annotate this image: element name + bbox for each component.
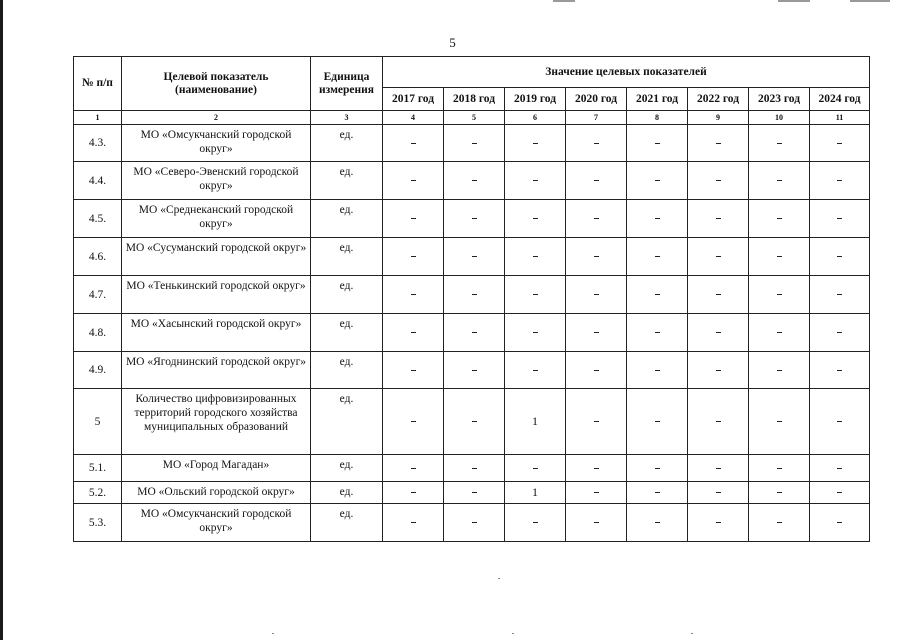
dash-mark	[411, 294, 416, 295]
dash-mark	[533, 294, 538, 295]
dash-mark	[411, 492, 416, 493]
dash-mark	[777, 218, 782, 219]
dash-mark	[533, 332, 538, 333]
indicator-name: МО «Омсукчанский городской округ»	[122, 125, 311, 162]
value-cell	[627, 455, 688, 482]
dash-mark	[655, 492, 660, 493]
scan-top-mark	[778, 0, 810, 2]
dash-mark	[716, 294, 721, 295]
dash-mark	[472, 492, 477, 493]
dash-mark	[472, 468, 477, 469]
value-cell	[444, 482, 505, 504]
header-year: 2017 год	[383, 88, 444, 111]
dash-mark	[472, 294, 477, 295]
dash-mark	[472, 180, 477, 181]
dash-mark	[533, 522, 538, 523]
column-number: 9	[688, 111, 749, 125]
value-cell	[444, 200, 505, 238]
table-row	[74, 482, 870, 504]
scan-speck	[512, 633, 514, 634]
value-cell	[688, 482, 749, 504]
table-body	[74, 111, 870, 542]
dash-mark	[837, 143, 842, 144]
value-cell	[505, 200, 566, 238]
value-cell	[688, 314, 749, 352]
header-year: 2024 год	[810, 88, 870, 111]
table-row	[74, 504, 870, 542]
value-cell	[383, 314, 444, 352]
dash-mark	[716, 256, 721, 257]
value-cell	[810, 238, 870, 276]
dash-mark	[837, 180, 842, 181]
value-cell	[627, 200, 688, 238]
dash-mark	[594, 332, 599, 333]
dash-mark	[594, 370, 599, 371]
table-row	[74, 455, 870, 482]
table-row	[74, 389, 870, 455]
value-cell	[810, 482, 870, 504]
value-cell	[383, 200, 444, 238]
dash-mark	[716, 332, 721, 333]
value-cell	[627, 314, 688, 352]
dash-mark	[655, 522, 660, 523]
column-numbers-row	[74, 111, 870, 125]
value-cell	[810, 504, 870, 542]
header-year: 2018 год	[444, 88, 505, 111]
value-cell	[505, 314, 566, 352]
value-cell	[810, 455, 870, 482]
header-year: 2021 год	[627, 88, 688, 111]
value-cell	[444, 238, 505, 276]
dash-mark	[655, 143, 660, 144]
row-number: 5	[74, 389, 122, 455]
column-number: 6	[505, 111, 566, 125]
dash-mark	[594, 468, 599, 469]
dash-mark	[472, 218, 477, 219]
row-number: 4.6.	[74, 238, 122, 276]
dash-mark	[411, 468, 416, 469]
dash-mark	[594, 492, 599, 493]
column-number: 3	[311, 111, 383, 125]
row-number: 4.7.	[74, 276, 122, 314]
dash-mark	[472, 143, 477, 144]
dash-mark	[472, 421, 477, 422]
value-cell	[566, 482, 627, 504]
indicator-unit: ед.	[311, 276, 383, 314]
scan-speck	[272, 633, 274, 634]
dash-mark	[411, 180, 416, 181]
dash-mark	[837, 256, 842, 257]
dash-mark	[837, 370, 842, 371]
dash-mark	[716, 143, 721, 144]
row-number: 4.5.	[74, 200, 122, 238]
indicators-table	[73, 56, 870, 542]
value-cell	[505, 125, 566, 162]
indicator-unit: ед.	[311, 352, 383, 389]
scan-left-edge	[0, 0, 3, 640]
dash-mark	[716, 421, 721, 422]
table-row	[74, 276, 870, 314]
dash-mark	[594, 256, 599, 257]
value-cell	[383, 482, 444, 504]
value-cell	[810, 200, 870, 238]
value-cell	[383, 276, 444, 314]
dash-mark	[837, 218, 842, 219]
value-cell	[444, 276, 505, 314]
row-number: 4.9.	[74, 352, 122, 389]
dash-mark	[533, 256, 538, 257]
dash-mark	[594, 294, 599, 295]
indicator-name: МО «Хасынский городской округ»	[122, 314, 311, 352]
value-cell	[688, 200, 749, 238]
dash-mark	[655, 218, 660, 219]
dash-mark	[594, 180, 599, 181]
value-cell	[505, 504, 566, 542]
dash-mark	[777, 492, 782, 493]
scan-speck	[691, 633, 693, 634]
value-cell	[627, 238, 688, 276]
value-cell	[749, 276, 810, 314]
indicator-name: МО «Сусуманский городской округ»	[122, 238, 311, 276]
page-number: 5	[449, 35, 456, 50]
dash-mark	[716, 218, 721, 219]
value-cell	[566, 276, 627, 314]
column-number: 7	[566, 111, 627, 125]
dash-mark	[472, 522, 477, 523]
value-cell	[688, 162, 749, 200]
row-number: 5.2.	[74, 482, 122, 504]
indicator-unit: ед.	[311, 504, 383, 542]
value-cell	[627, 125, 688, 162]
dash-mark	[716, 522, 721, 523]
dash-mark	[411, 421, 416, 422]
scan-speck	[498, 578, 500, 579]
header-year: 2022 год	[688, 88, 749, 111]
table-row	[74, 314, 870, 352]
dash-mark	[655, 468, 660, 469]
dash-mark	[777, 256, 782, 257]
indicator-unit: ед.	[311, 125, 383, 162]
header-year: 2023 год	[749, 88, 810, 111]
table-row	[74, 125, 870, 162]
value-cell	[566, 238, 627, 276]
dash-mark	[411, 218, 416, 219]
value-cell	[688, 352, 749, 389]
value-cell	[688, 389, 749, 455]
dash-mark	[655, 332, 660, 333]
header-num: № п/п	[74, 57, 122, 111]
value-cell	[749, 314, 810, 352]
column-number: 2	[122, 111, 311, 125]
scan-top-mark	[850, 0, 890, 2]
row-number: 4.3.	[74, 125, 122, 162]
value-cell	[566, 200, 627, 238]
value-cell	[627, 352, 688, 389]
column-number: 10	[749, 111, 810, 125]
value-cell	[749, 455, 810, 482]
dash-mark	[777, 468, 782, 469]
table-row	[74, 200, 870, 238]
dash-mark	[716, 180, 721, 181]
value-cell	[444, 504, 505, 542]
dash-mark	[533, 468, 538, 469]
column-number: 8	[627, 111, 688, 125]
value-cell	[810, 162, 870, 200]
dash-mark	[716, 492, 721, 493]
dash-mark	[837, 492, 842, 493]
dash-mark	[655, 370, 660, 371]
dash-mark	[716, 468, 721, 469]
value-cell	[566, 314, 627, 352]
value-cell	[688, 504, 749, 542]
dash-mark	[655, 256, 660, 257]
value-cell	[383, 125, 444, 162]
indicator-name: Количество цифровизированных территорий городского хозяйства муниципальных образований	[122, 389, 311, 455]
dash-mark	[533, 218, 538, 219]
dash-mark	[837, 332, 842, 333]
indicator-name: МО «Ольский городской округ»	[122, 482, 311, 504]
value-cell	[627, 162, 688, 200]
value-cell	[627, 276, 688, 314]
value-cell	[444, 125, 505, 162]
value-cell	[810, 389, 870, 455]
dash-mark	[777, 421, 782, 422]
indicator-name: МО «Омсукчанский городской округ»	[122, 504, 311, 542]
value-cell	[444, 352, 505, 389]
indicator-unit: ед.	[311, 238, 383, 276]
dash-mark	[472, 256, 477, 257]
dash-mark	[594, 522, 599, 523]
value-cell	[505, 162, 566, 200]
value-cell	[749, 162, 810, 200]
dash-mark	[533, 180, 538, 181]
value-cell	[810, 276, 870, 314]
header-year: 2020 год	[566, 88, 627, 111]
dash-mark	[411, 143, 416, 144]
dash-mark	[655, 180, 660, 181]
value-cell	[444, 455, 505, 482]
column-number: 1	[74, 111, 122, 125]
value-cell	[810, 352, 870, 389]
indicator-name: МО «Северо-Эвенский городской округ»	[122, 162, 311, 200]
dash-mark	[777, 522, 782, 523]
dash-mark	[837, 468, 842, 469]
value-text: 1	[532, 414, 538, 428]
row-number: 4.4.	[74, 162, 122, 200]
value-cell	[688, 276, 749, 314]
column-number: 11	[810, 111, 870, 125]
value-cell	[566, 504, 627, 542]
dash-mark	[594, 143, 599, 144]
dash-mark	[777, 180, 782, 181]
dash-mark	[411, 332, 416, 333]
value-cell	[383, 455, 444, 482]
indicator-name: МО «Город Магадан»	[122, 455, 311, 482]
dash-mark	[777, 143, 782, 144]
dash-mark	[837, 522, 842, 523]
value-cell	[505, 276, 566, 314]
value-cell	[505, 352, 566, 389]
indicator-unit: ед.	[311, 200, 383, 238]
value-cell	[383, 389, 444, 455]
column-number: 4	[383, 111, 444, 125]
column-number: 5	[444, 111, 505, 125]
indicator-unit: ед.	[311, 389, 383, 455]
dash-mark	[472, 370, 477, 371]
dash-mark	[777, 370, 782, 371]
indicator-name: МО «Среднеканский городской округ»	[122, 200, 311, 238]
dash-mark	[716, 370, 721, 371]
dash-mark	[837, 421, 842, 422]
header-year: 2019 год	[505, 88, 566, 111]
value-cell	[383, 352, 444, 389]
row-number: 4.8.	[74, 314, 122, 352]
dash-mark	[533, 370, 538, 371]
value-cell	[383, 238, 444, 276]
dash-mark	[411, 370, 416, 371]
value-cell	[749, 482, 810, 504]
value-cell	[810, 125, 870, 162]
value-cell	[505, 455, 566, 482]
value-cell	[444, 314, 505, 352]
dash-mark	[594, 421, 599, 422]
value-cell	[749, 352, 810, 389]
value-cell	[627, 482, 688, 504]
indicator-unit: ед.	[311, 482, 383, 504]
value-cell	[688, 125, 749, 162]
dash-mark	[655, 421, 660, 422]
value-cell	[444, 389, 505, 455]
value-cell	[505, 389, 566, 455]
value-cell	[810, 314, 870, 352]
header-name: Целевой показатель (наименование)	[122, 57, 311, 111]
value-cell	[749, 389, 810, 455]
value-text: 1	[532, 485, 538, 499]
value-cell	[749, 125, 810, 162]
dash-mark	[777, 294, 782, 295]
dash-mark	[837, 294, 842, 295]
table-row	[74, 162, 870, 200]
dash-mark	[777, 332, 782, 333]
header-values-group: Значение целевых показателей	[383, 57, 870, 88]
value-cell	[566, 352, 627, 389]
value-cell	[566, 125, 627, 162]
value-cell	[749, 200, 810, 238]
value-cell	[749, 238, 810, 276]
header-row	[74, 57, 870, 88]
dash-mark	[533, 143, 538, 144]
dash-mark	[472, 332, 477, 333]
header-unit: Единица измерения	[311, 57, 383, 111]
row-number: 5.3.	[74, 504, 122, 542]
value-cell	[383, 162, 444, 200]
scan-top-mark	[553, 0, 575, 2]
indicator-name: МО «Ягоднинский городской округ»	[122, 352, 311, 389]
value-cell	[566, 455, 627, 482]
dash-mark	[655, 294, 660, 295]
value-cell	[444, 162, 505, 200]
value-cell	[688, 455, 749, 482]
table-row	[74, 238, 870, 276]
indicator-name: МО «Тенькинский городской округ»	[122, 276, 311, 314]
value-cell	[688, 238, 749, 276]
value-cell	[627, 504, 688, 542]
value-cell	[505, 238, 566, 276]
table-row	[74, 352, 870, 389]
value-cell	[505, 482, 566, 504]
indicator-unit: ед.	[311, 162, 383, 200]
indicator-unit: ед.	[311, 455, 383, 482]
value-cell	[566, 162, 627, 200]
dash-mark	[411, 256, 416, 257]
value-cell	[566, 389, 627, 455]
value-cell	[383, 504, 444, 542]
indicator-unit: ед.	[311, 314, 383, 352]
value-cell	[749, 504, 810, 542]
dash-mark	[411, 522, 416, 523]
dash-mark	[594, 218, 599, 219]
value-cell	[627, 389, 688, 455]
row-number: 5.1.	[74, 455, 122, 482]
